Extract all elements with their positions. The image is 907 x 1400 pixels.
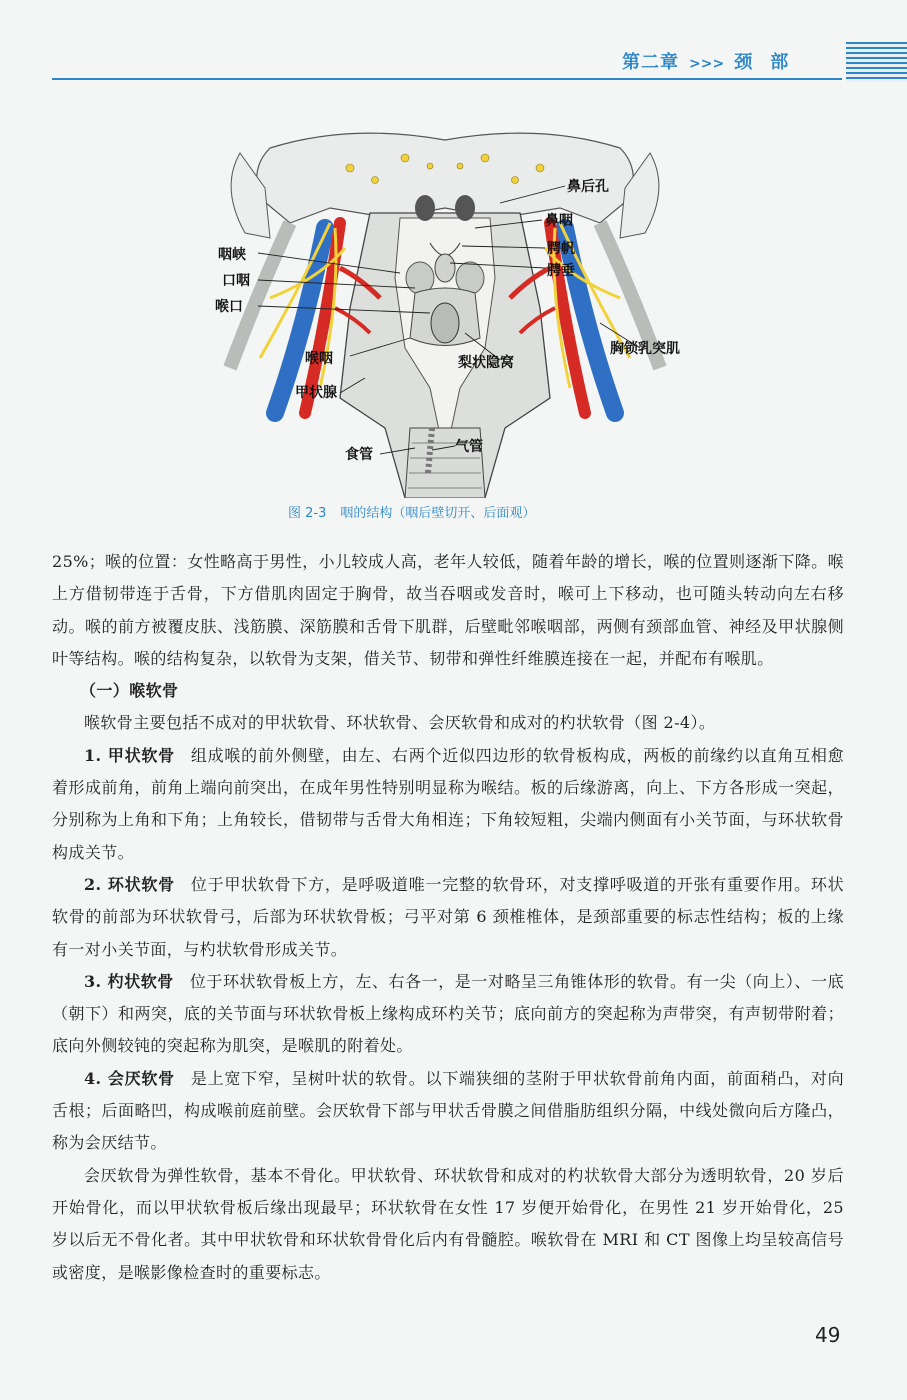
item-text: 组成喉的前外侧壁，由左、右两个近似四边形的软骨板构成，两板的前缘约以直角互相愈着形成前角，前角上端向前突出，在成年男性特别明显称为喉结。板的后缘游离，向上、下方各形成一突起，分别称为上角和下角；上角较长，借韧带与舌骨大角相连；下角较短粗，尖端内侧面有小关节面，与环状软骨构成关节。 bbox=[52, 745, 844, 862]
running-header bbox=[622, 48, 806, 74]
label-oropharynx: 口咽 bbox=[222, 273, 250, 289]
paragraph-ossification: 会厌软骨为弹性软骨，基本不骨化。甲状软骨、环状软骨和成对的杓状软骨大部分为透明软骨，20 岁后开始骨化，而以甲状软骨板后缘出现最早；环状软骨在女性 17 岁便开始骨化，在男性 21 岁开始骨化，25 岁以后无不骨化者。其中甲状软骨和环状软骨骨化后内有骨髓腔。喉软骨在 MRI 和 CT 图像上均呈较高信号或密度，是喉影像检查时的重要标志。 bbox=[52, 1165, 844, 1282]
caption-text: 咽的结构（咽后壁切开、后面观） bbox=[340, 506, 536, 521]
label-nasopharynx: 鼻咽 bbox=[545, 213, 573, 229]
header-separator: >>> bbox=[689, 56, 725, 72]
label-laryngeal-inlet: 喉口 bbox=[215, 299, 243, 315]
item-text: 位于甲状软骨下方，是呼吸道唯一完整的软骨环，对支撑呼吸道的开张有重要作用。环状软骨的前部为环状软骨弓，后部为环状软骨板；弓平对第 6 颈椎椎体，是颈部重要的标志性结构；板的上缘有一对小关节面，与杓状软骨形成关节。 bbox=[52, 874, 844, 959]
pharynx-illustration bbox=[200, 128, 690, 498]
paragraph-epiglottic-cartilage bbox=[52, 1063, 844, 1160]
paragraph-cricoid-cartilage bbox=[52, 869, 844, 966]
item-text: 位于环状软骨板上方，左、右各一，是一对略呈三角锥体形的软骨。有一尖（向上）、一底（朝下）和两突，底的关节面与环状软骨板上缘构成环杓关节；底向前方的突起称为声带突，有声韧带附着；底向外侧较钝的突起称为肌突，是喉肌的附着处。 bbox=[52, 971, 844, 1056]
label-nasal-choana: 鼻后孔 bbox=[567, 179, 609, 195]
header-decoration bbox=[846, 42, 907, 82]
label-esophagus: 食管 bbox=[345, 447, 373, 463]
label-uvula: 腭垂 bbox=[547, 263, 575, 279]
item-title: 3. 杓状软骨 bbox=[84, 971, 174, 991]
label-soft-palate: 腭帆 bbox=[547, 241, 575, 257]
paragraph-thyroid-cartilage bbox=[52, 740, 844, 869]
page-number: 49 bbox=[815, 1323, 841, 1347]
section-heading: （一）喉软骨 bbox=[80, 681, 179, 701]
label-isthmus-faucium: 咽峡 bbox=[218, 247, 246, 263]
item-title: 4. 会厌软骨 bbox=[84, 1068, 175, 1088]
label-thyroid-gland: 甲状腺 bbox=[295, 385, 337, 401]
section-label: 颈部 bbox=[734, 52, 807, 73]
paragraph-larynx-position: 25%；喉的位置：女性略高于男性，小儿较成人高，老年人较低，随着年龄的增长，喉的位置则逐渐下降。喉上方借韧带连于舌骨，下方借肌肉固定于胸骨，故当吞咽或发音时，喉可上下移动，也可随头转动向左右移动。喉的前方被覆皮肤、浅筋膜、深筋膜和舌骨下肌群，后壁毗邻喉咽部，两侧有颈部血管、神经及甲状腺侧叶等结构。喉的结构复杂，以软骨为支架，借关节、韧带和弹性纤维膜连接在一起，并配布有喉肌。 bbox=[52, 552, 844, 668]
pharynx-figure bbox=[200, 128, 690, 498]
label-sternocleidomastoid: 胸锁乳突肌 bbox=[610, 341, 680, 357]
figure-caption bbox=[288, 502, 535, 521]
item-title: 2. 环状软骨 bbox=[84, 874, 175, 894]
paragraph-arytenoid-cartilage bbox=[52, 966, 844, 1063]
label-laryngopharynx: 喉咽 bbox=[305, 351, 333, 367]
body-text bbox=[52, 546, 844, 1289]
chapter-label: 第二章 bbox=[622, 52, 679, 73]
item-title: 1. 甲状软骨 bbox=[84, 745, 175, 765]
paragraph-cartilage-intro: 喉软骨主要包括不成对的甲状软骨、环状软骨、会厌软骨和成对的杓状软骨（图 2-4）。 bbox=[84, 713, 716, 733]
header-rule bbox=[52, 78, 842, 80]
label-trachea: 气管 bbox=[455, 439, 483, 455]
label-piriform-recess: 梨状隐窝 bbox=[458, 355, 514, 371]
caption-number: 图 2-3 bbox=[288, 506, 327, 521]
item-text: 是上宽下窄，呈树叶状的软骨。以下端狭细的茎附于甲状软骨前角内面，前面稍凸，对向舌根；后面略凹，构成喉前庭前壁。会厌软骨下部与甲状舌骨膜之间借脂肪组织分隔，中线处微向后方隆凸，称为会厌结节。 bbox=[52, 1068, 844, 1153]
